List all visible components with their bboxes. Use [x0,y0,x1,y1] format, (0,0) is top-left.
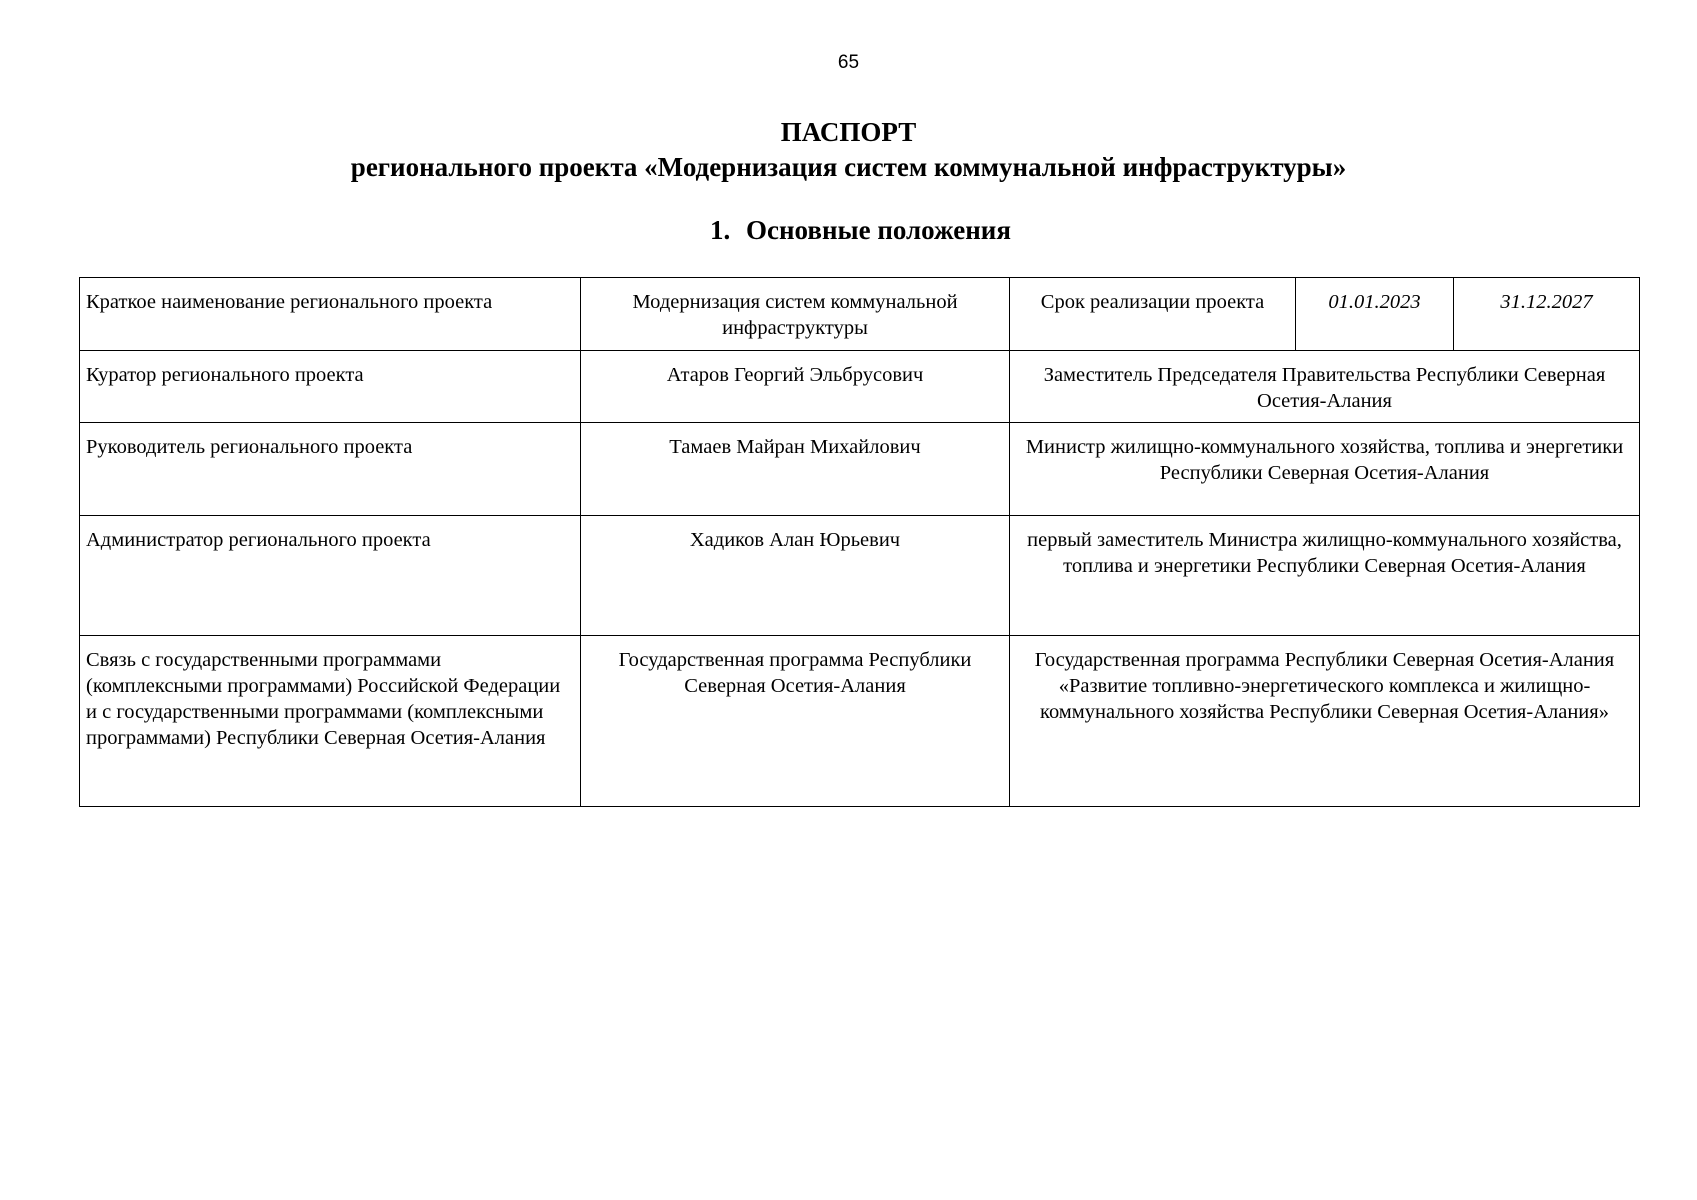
table-row [80,423,1640,516]
row-detail-cell [1010,423,1640,516]
page-number: 65 [837,52,860,73]
document-subtitle: регионального проекта «Модернизация систем коммунальной инфраструктуры» [350,152,1347,182]
passport-table [79,277,1640,807]
term-label-cell [1010,278,1296,351]
row-value-cell [581,423,1010,516]
table-row [80,516,1640,636]
row-value-cell [581,278,1010,351]
end-date-cell [1454,278,1640,351]
row-label-cell [80,351,581,423]
term-label: Срок реализации проекта [1040,291,1265,313]
document-title: ПАСПОРТ [780,117,917,147]
end-date: 31.12.2027 [1500,291,1593,313]
administrator-position: первый заместитель Министра жилищно-коммунального хозяйства, топлива и энергетики Республики Северная Осетия-Алания [1027,529,1622,577]
start-date: 01.01.2023 [1328,291,1421,313]
section-heading [710,213,1011,247]
start-date-cell [1296,278,1454,351]
row-value-cell [581,636,1010,807]
row-label-cell [80,636,581,807]
section-number: 1. [710,215,731,245]
row-label: Куратор регионального проекта [86,364,364,386]
row-label: Руководитель регионального проекта [86,436,413,458]
administrator-name: Хадиков Алан Юрьевич [689,529,901,551]
row-label: Администратор регионального проекта [86,529,431,551]
row-detail-cell [1010,516,1640,636]
row-detail-cell [1010,351,1640,423]
row-label-cell [80,423,581,516]
row-label: Связь с государственными программами (комплексными программами) Российской Федерации и с государственными программами (комплексными программами) Республики Северная Осетия-Алания [86,649,561,749]
state-program-full-name: Государственная программа Республики Северная Осетия-Алания «Развитие топливно-энергетического комплекса и жилищно-коммунального хозяйства Республики Северная Осетия-Алания» [1034,649,1615,723]
curator-name: Атаров Георгий Эльбрусович [666,364,924,386]
section-title: Основные положения [746,215,1011,245]
row-detail-cell [1010,636,1640,807]
row-value-cell [581,516,1010,636]
project-short-name: Модернизация систем коммунальной инфраструктуры [632,291,958,339]
row-label-cell [80,278,581,351]
table-row [80,278,1640,351]
table-row [80,636,1640,807]
head-name: Тамаев Майран Михайлович [669,436,921,458]
row-label-cell [80,516,581,636]
row-label: Краткое наименование регионального проекта [86,291,493,313]
row-value-cell [581,351,1010,423]
table-row [80,351,1640,423]
head-position: Министр жилищно-коммунального хозяйства, топлива и энергетики Республики Северная Осетия-Алания [1025,436,1624,484]
state-program: Государственная программа Республики Северная Осетия-Алания [618,649,972,697]
curator-position: Заместитель Председателя Правительства Республики Северная Осетия-Алания [1043,364,1606,412]
